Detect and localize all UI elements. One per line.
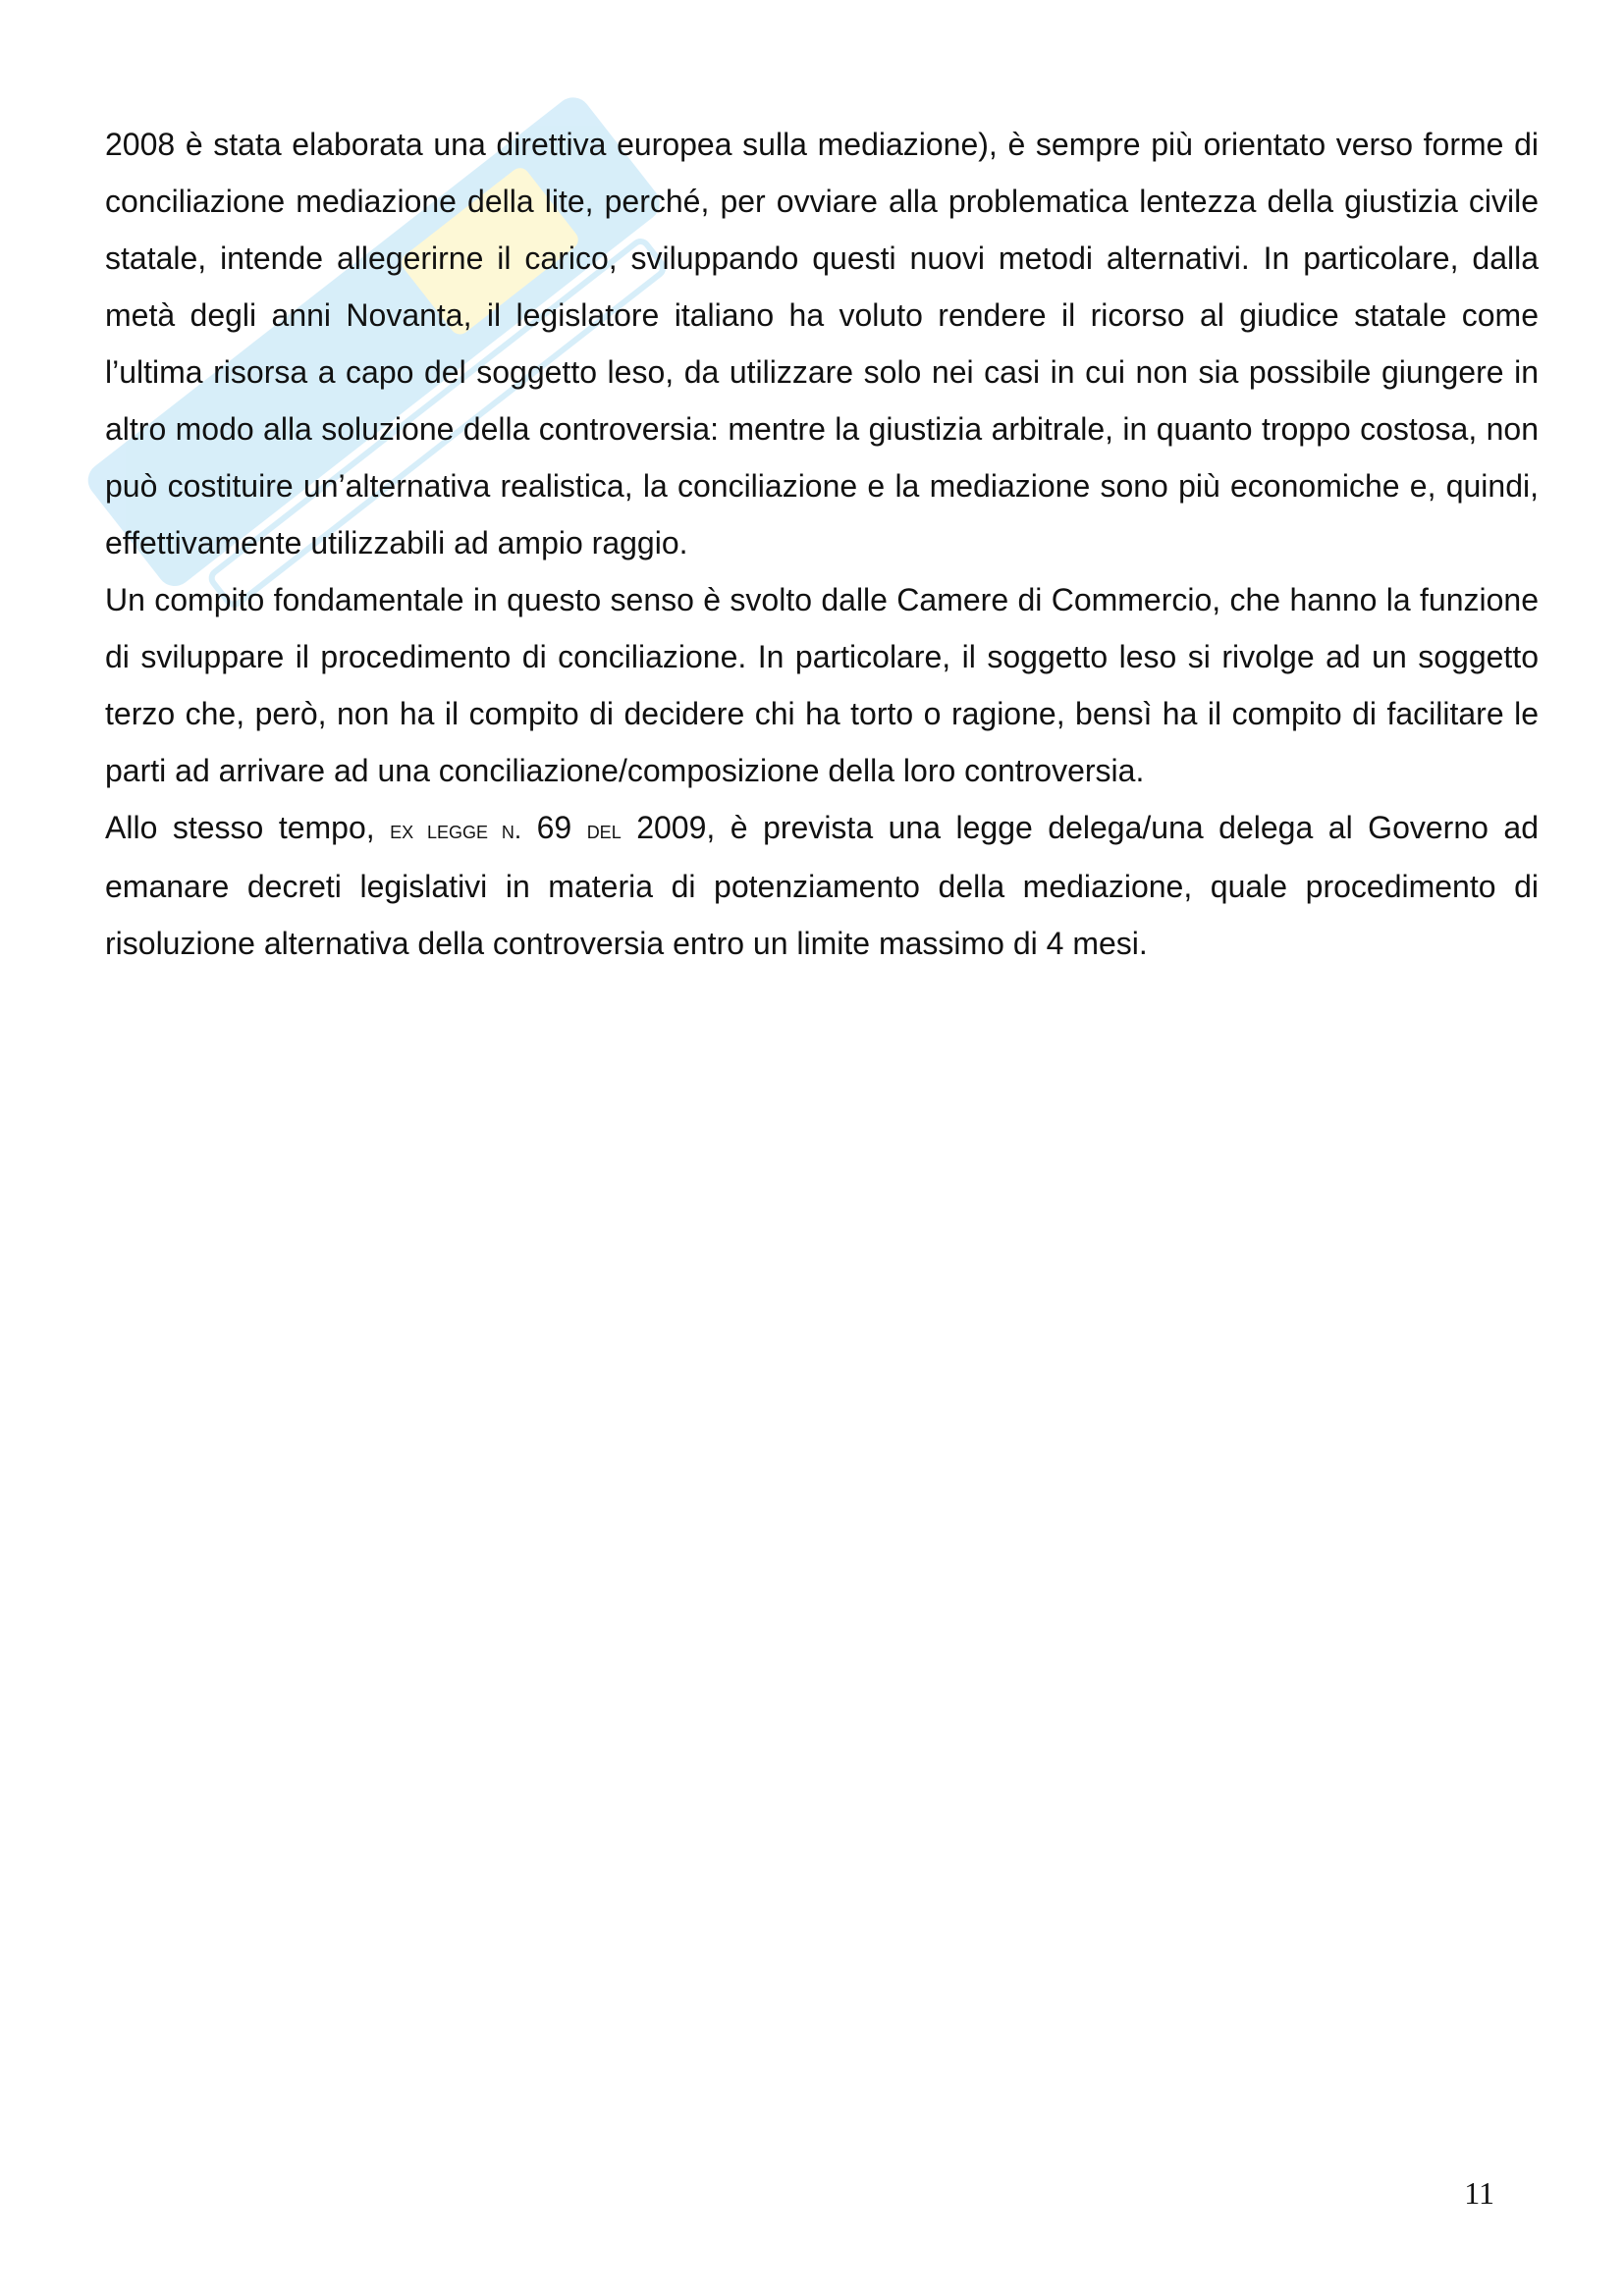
- document-body: [105, 116, 1539, 972]
- paragraph-3-intro: Allo stesso tempo,: [105, 810, 391, 845]
- paragraph-3: [105, 799, 1539, 972]
- page-number: 11: [1464, 2175, 1494, 2211]
- law-reference-year: 2009: [621, 810, 707, 845]
- paragraph-2: Un compito fondamentale in questo senso è svolto dalle Camere di Commercio, che hanno la funzione di sviluppare il procedimento di conciliazione. In particolare, il soggetto leso si rivolge ad un soggetto terzo che, però, non ha il compito di decidere chi ha torto o ragione, bensì ha il compito di facilitare le parti ad arrivare ad una conciliazione/composizione della loro controversia.: [105, 582, 1539, 788]
- paragraph-1: 2008 è stata elaborata una direttiva europea sulla mediazione), è sempre più orientato verso forme di conciliazione mediazione della lite, perché, per ovviare alla problematica lentezza della giustizia civile statale, intende allegerirne il carico, sviluppando questi nuovi metodi alternativi. In particolare, dalla metà degli anni Novanta, il legislatore italiano ha voluto rendere il ricorso al giudice statale come l’ultima risorsa a capo del soggetto leso, da utilizzare solo nei casi in cui non sia possibile giungere in altro modo alla soluzione della controversia: mentre la giustizia arbitrale, in quanto troppo costosa, non può costituire un’alternativa realistica, la conciliazione e la mediazione sono più economiche e, quindi, effettivamente utilizzabili ad ampio raggio.: [105, 127, 1539, 561]
- paragraph-3-rest: , è prevista una legge delega/una delega al Governo ad emanare decreti legislativi in materia di potenziamento della mediazione, quale procedimento di risoluzione alternativa della controversia entro un limite massimo di 4 mesi.: [105, 810, 1539, 961]
- law-reference-number: 69: [521, 810, 587, 845]
- law-reference-ex-legge: ex legge n.: [390, 815, 522, 844]
- law-reference-del: del: [586, 815, 622, 844]
